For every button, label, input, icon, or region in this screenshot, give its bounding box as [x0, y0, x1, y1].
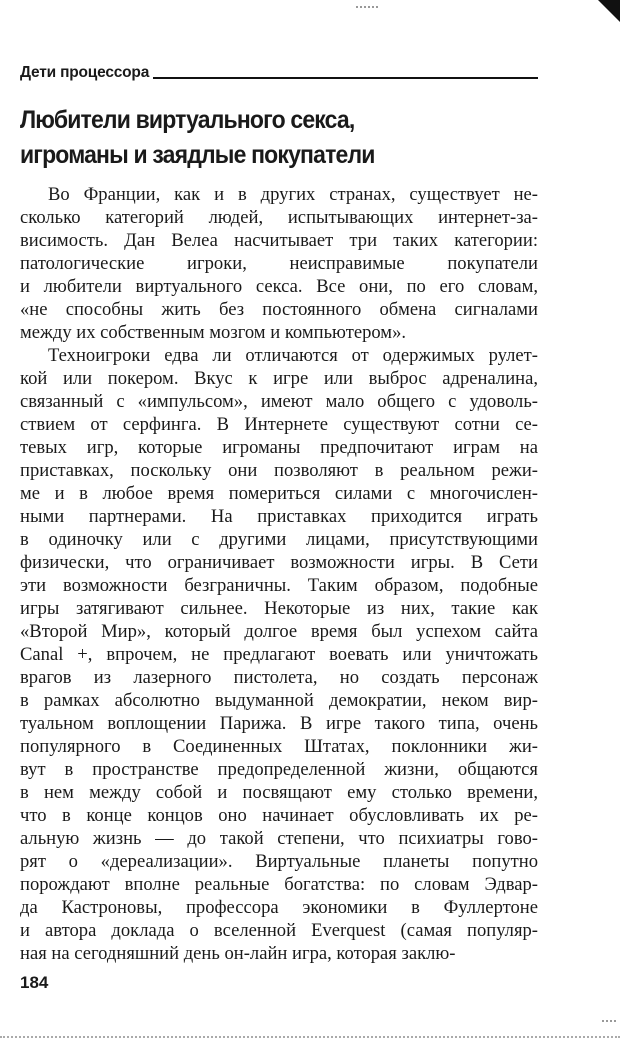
text-line: ными партнерами. На приставках приходится играть — [20, 506, 538, 527]
chapter-title-line: игроманы и заядлые покупатели — [20, 141, 375, 169]
chapter-title — [20, 103, 517, 173]
text-line: ная на сегодняшний день он-лайн игра, которая заклю- — [20, 943, 456, 964]
text-line: и любители виртуального секса. Все они, по его словам, — [20, 276, 538, 297]
text-line: популярного в Соединенных Штатах, поклонники жи- — [20, 736, 538, 757]
text-line: да Кастроновы, профессора экономики в Фуллертоне — [20, 897, 538, 918]
text-line: физически, что ограничивает возможности игры. В Сети — [20, 552, 538, 573]
text-line: тевых игр, которые игроманы предпочитают играм на — [20, 437, 538, 458]
text-line: эти возможности безграничны. Таким образом, подобные — [20, 575, 538, 596]
text-line: Техноигроки едва ли отличаются от одержимых рулет- — [48, 345, 538, 366]
text-line: что в конце концов оно начинает обусловливать их ре- — [20, 805, 538, 826]
text-line: связанный с «импульсом», имеют мало общего с удоволь- — [20, 391, 538, 412]
body-text — [20, 183, 538, 965]
text-line: врагов из лазерного пистолета, но создать персонаж — [20, 667, 538, 688]
text-line: альную жизнь — до такой степени, что психиатры гово- — [20, 828, 538, 849]
text-line: Во Франции, как и в других странах, существует не- — [48, 184, 538, 205]
text-line: «Второй Мир», который долгое время был успехом сайта — [20, 621, 538, 642]
bottom-scan-noise — [0, 1036, 620, 1038]
paragraph — [20, 344, 538, 965]
text-line: в одиночку или с другими лицами, присутствующими — [20, 529, 538, 550]
text-line: игры затягивают сильнее. Некоторые из них, такие как — [20, 598, 538, 619]
text-line: патологические игроки, неисправимые покупатели — [20, 253, 538, 274]
text-line: и автора доклада о вселенной Everquest (самая популяр- — [20, 920, 538, 941]
page-number: 184 — [20, 973, 49, 992]
text-line: сколько категорий людей, испытывающих интернет-за- — [20, 207, 538, 228]
text-line: вут в пространстве предопределенной жизни, общаются — [20, 759, 538, 780]
running-head — [20, 64, 538, 82]
paragraph — [20, 183, 538, 344]
text-line: ствием от серфинга. В Интернете существуют сотни се- — [20, 414, 538, 435]
running-head-rule — [153, 77, 538, 79]
text-line: порождают вполне реальные богатства: по словам Эдвар- — [20, 874, 538, 895]
corner-scan-mark — [598, 0, 620, 22]
text-line: туальном воплощении Парижа. В игре такого типа, очень — [20, 713, 538, 734]
text-line: «не способны жить без постоянного обмена сигналами — [20, 299, 538, 320]
edge-scan-mark — [602, 1020, 616, 1022]
top-scan-dots — [356, 6, 378, 8]
text-line: висимость. Дан Велеа насчитывает три таких категории: — [20, 230, 538, 251]
text-line: приставках, поскольку они позволяют в реальном режи- — [20, 460, 538, 481]
running-head-text: Дети процессора — [20, 64, 150, 81]
text-line: Canal +, впрочем, не предлагают воевать или уничтожать — [20, 644, 538, 665]
text-line: ме и в любое время помериться силами с многочислен- — [20, 483, 538, 504]
text-line: кой или покером. Вкус к игре или выброс адреналина, — [20, 368, 538, 389]
text-line: рят о «дереализации». Виртуальные планеты попутно — [20, 851, 538, 872]
chapter-title-line: Любители виртуального секса, — [20, 106, 355, 134]
text-line: между их собственным мозгом и компьютером». — [20, 322, 407, 343]
text-line: в нем между собой и посвящают ему столько времени, — [20, 782, 538, 803]
text-line: в рамках абсолютно выдуманной демократии, неком вир- — [20, 690, 538, 711]
